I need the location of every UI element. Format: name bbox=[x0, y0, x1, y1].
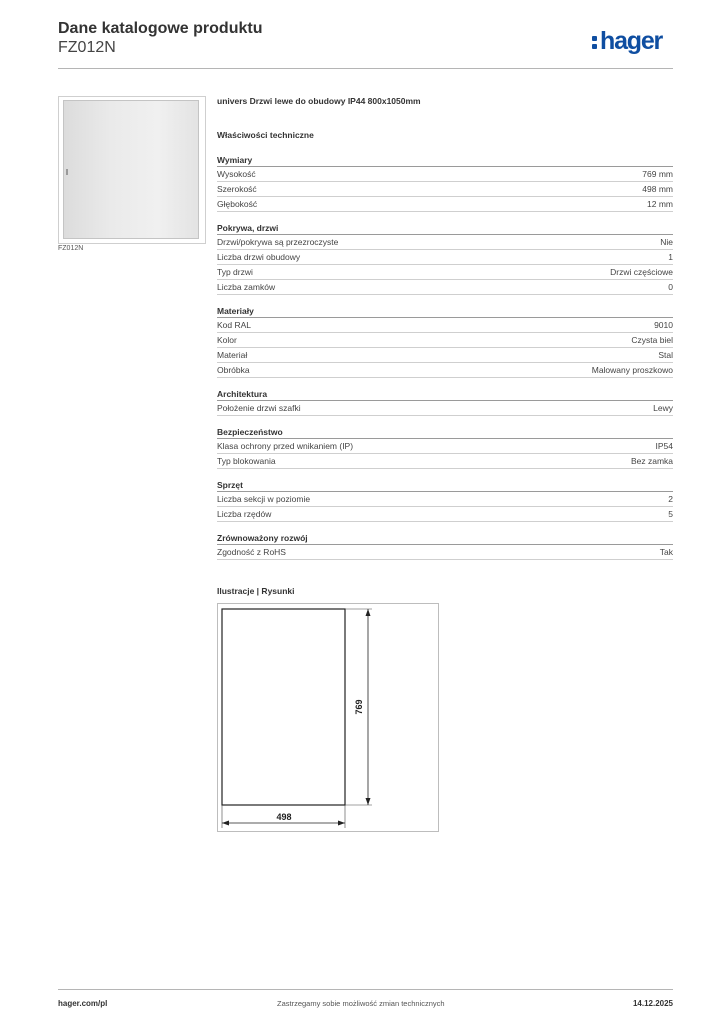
spec-row bbox=[217, 454, 673, 469]
spec-label: Liczba rzędów bbox=[217, 509, 272, 519]
section-title: Materiały bbox=[217, 306, 254, 316]
spec-row bbox=[217, 507, 673, 522]
dimension-drawing bbox=[217, 603, 439, 832]
spec-value: 5 bbox=[668, 509, 673, 519]
spec-value: 9010 bbox=[654, 320, 673, 330]
hinge-mark bbox=[66, 169, 68, 175]
section-title: Bezpieczeństwo bbox=[217, 427, 283, 437]
header-divider bbox=[58, 68, 673, 69]
spec-row bbox=[217, 280, 673, 295]
spec-row bbox=[217, 545, 673, 560]
spec-value: Nie bbox=[660, 237, 673, 247]
door-outline bbox=[222, 609, 345, 805]
spec-value: 2 bbox=[668, 494, 673, 504]
door-panel-picture bbox=[63, 100, 199, 239]
spec-value: Drzwi częściowe bbox=[610, 267, 673, 277]
spec-value: Bez zamka bbox=[630, 456, 673, 466]
product-code: FZ012N bbox=[58, 39, 116, 56]
document-title: Dane katalogowe produktu bbox=[58, 20, 263, 37]
spec-label: Położenie drzwi szafki bbox=[217, 403, 301, 413]
footer-url: hager.com/pl bbox=[58, 999, 108, 1008]
section-title: Wymiary bbox=[217, 155, 253, 165]
spec-value: 0 bbox=[668, 282, 673, 292]
illustrations-heading: Ilustracje | Rysunki bbox=[217, 586, 295, 596]
product-name: univers Drzwi lewe do obudowy IP44 800x1050mm bbox=[217, 96, 421, 106]
section-title: Pokrywa, drzwi bbox=[217, 223, 279, 233]
spec-value: Malowany proszkowo bbox=[591, 365, 673, 375]
spec-value: Tak bbox=[659, 547, 673, 557]
product-image-caption: FZ012N bbox=[58, 245, 84, 252]
spec-label: Typ blokowania bbox=[217, 456, 276, 466]
section-title: Architektura bbox=[217, 389, 268, 399]
spec-label: Drzwi/pokrywa są przezroczyste bbox=[217, 237, 339, 247]
section-title: Sprzęt bbox=[217, 480, 243, 490]
hager-logo bbox=[592, 26, 672, 56]
spec-row bbox=[217, 250, 673, 265]
dimension-drawing-svg bbox=[218, 604, 440, 833]
spec-row bbox=[217, 439, 673, 454]
spec-value: 498 mm bbox=[642, 184, 673, 194]
product-image bbox=[58, 96, 206, 244]
spec-value: 1 bbox=[668, 252, 673, 262]
spec-row bbox=[217, 182, 673, 197]
spec-label: Głębokość bbox=[217, 199, 258, 209]
spec-value: IP54 bbox=[655, 441, 673, 451]
spec-value: Lewy bbox=[653, 403, 673, 413]
spec-row bbox=[217, 401, 673, 416]
section-title: Zrównoważony rozwój bbox=[217, 533, 308, 543]
spec-row bbox=[217, 235, 673, 250]
properties-heading: Właściwości techniczne bbox=[217, 130, 314, 140]
spec-label: Kolor bbox=[217, 335, 237, 345]
footer-divider bbox=[58, 989, 673, 990]
spec-value: Stal bbox=[658, 350, 673, 360]
logo-text: hager bbox=[600, 27, 663, 55]
spec-label: Liczba drzwi obudowy bbox=[217, 252, 301, 262]
spec-label: Typ drzwi bbox=[217, 267, 253, 277]
spec-label: Wysokość bbox=[217, 169, 256, 179]
spec-value: 12 mm bbox=[647, 199, 673, 209]
spec-row bbox=[217, 348, 673, 363]
spec-row bbox=[217, 197, 673, 212]
spec-row bbox=[217, 363, 673, 378]
spec-value: Czysta biel bbox=[631, 335, 673, 345]
spec-row bbox=[217, 492, 673, 507]
footer-date: 14.12.2025 bbox=[632, 999, 673, 1008]
spec-label: Kod RAL bbox=[217, 320, 252, 330]
spec-label: Materiał bbox=[217, 350, 248, 360]
spec-row bbox=[217, 265, 673, 280]
spec-label: Liczba zamków bbox=[217, 282, 276, 292]
width-dimension-label: 498 bbox=[276, 812, 292, 822]
spec-label: Szerokość bbox=[217, 184, 257, 194]
logo-dots-icon bbox=[592, 36, 598, 50]
spec-row bbox=[217, 333, 673, 348]
footer-disclaimer: Zastrzegamy sobie możliwość zmian technicznych bbox=[277, 999, 445, 1008]
spec-label: Obróbka bbox=[217, 365, 250, 375]
spec-label: Klasa ochrony przed wnikaniem (IP) bbox=[217, 441, 354, 451]
spec-value: 769 mm bbox=[642, 169, 673, 179]
spec-row bbox=[217, 167, 673, 182]
spec-label: Zgodność z RoHS bbox=[217, 547, 286, 557]
spec-label: Liczba sekcji w poziomie bbox=[217, 494, 311, 504]
spec-row bbox=[217, 318, 673, 333]
height-dimension-label: 769 bbox=[354, 699, 364, 715]
